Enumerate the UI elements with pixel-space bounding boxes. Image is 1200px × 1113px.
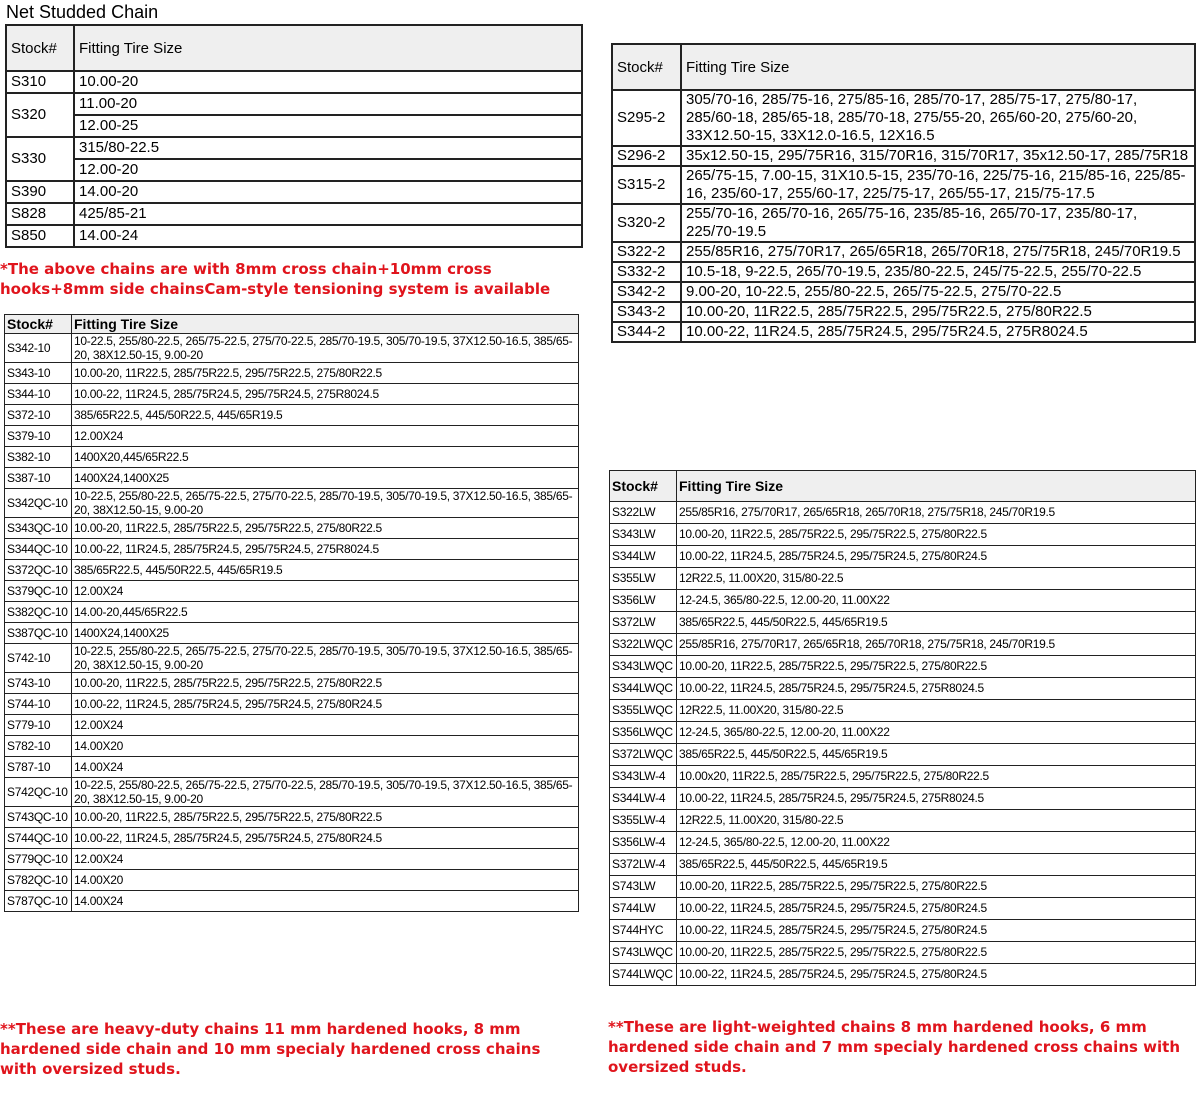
table-row (610, 634, 1196, 656)
table-row (5, 539, 579, 560)
size-cell: 10.00-20, 11R22.5, 285/75R22.5, 295/75R22.5, 275/80R22.5 (72, 673, 579, 694)
stock-cell: S744HYC (610, 920, 677, 942)
size-cell: 1400X20,445/65R22.5 (72, 447, 579, 468)
size-cell: 10.00-22, 11R24.5, 285/75R24.5, 295/75R24.5, 275R8024.5 (681, 322, 1195, 342)
stock-cell: S782-10 (5, 736, 72, 757)
stock-cell: S322LWQC (610, 634, 677, 656)
stock-cell: S743-10 (5, 673, 72, 694)
stock-cell: S372LWQC (610, 744, 677, 766)
table-row (5, 715, 579, 736)
table-row (610, 766, 1196, 788)
table-row (610, 568, 1196, 590)
table-row (610, 722, 1196, 744)
size-cell: 10.00-20, 11R22.5, 285/75R22.5, 295/75R22.5, 275/80R22.5 (681, 302, 1195, 322)
table-row (5, 891, 579, 912)
size-cell: 35x12.50-15, 295/75R16, 315/70R16, 315/70R17, 35x12.50-17, 285/75R18 (681, 146, 1195, 166)
table-header-row (612, 44, 1195, 90)
table-row (612, 146, 1195, 166)
stock-cell: S343-2 (612, 302, 681, 322)
stock-cell: S387-10 (5, 468, 72, 489)
table-row (5, 334, 579, 363)
table-row (610, 942, 1196, 964)
stock-cell: S342QC-10 (5, 489, 72, 518)
size-cell: 10.00-22, 11R24.5, 285/75R24.5, 295/75R24.5, 275/80R24.5 (677, 964, 1196, 986)
stock-cell: S343LW (610, 524, 677, 546)
size-cell: 10.00-22, 11R24.5, 285/75R24.5, 295/75R24.5, 275R8024.5 (72, 384, 579, 405)
size-cell: 14.00-20 (74, 181, 582, 203)
stock-cell: S344LWQC (610, 678, 677, 700)
table-row (6, 115, 582, 137)
table-row (610, 744, 1196, 766)
size-header: Fitting Tire Size (74, 25, 582, 71)
stock-cell: S744QC-10 (5, 828, 72, 849)
suv-chain-table (611, 43, 1196, 343)
stock-cell: S320-2 (612, 204, 681, 242)
stock-cell: S744-10 (5, 694, 72, 715)
stock-cell: S382-10 (5, 447, 72, 468)
stock-cell: S342-10 (5, 334, 72, 363)
table-row (612, 204, 1195, 242)
table-header-row (610, 471, 1196, 502)
table-row (610, 524, 1196, 546)
table-row (5, 405, 579, 426)
stock-cell: S356LWQC (610, 722, 677, 744)
stock-cell: S372-10 (5, 405, 72, 426)
size-cell: 10.00-20, 11R22.5, 285/75R22.5, 295/75R22.5, 275/80R22.5 (72, 807, 579, 828)
table-row (612, 282, 1195, 302)
size-cell: 10.00-22, 11R24.5, 285/75R24.5, 295/75R24.5, 275/80R24.5 (677, 546, 1196, 568)
table-row (5, 644, 579, 673)
size-cell: 10.5-18, 9-22.5, 265/70-19.5, 235/80-22.5, 245/75-22.5, 255/70-22.5 (681, 262, 1195, 282)
table-row (5, 828, 579, 849)
table-header-row (5, 315, 579, 334)
table-row (5, 602, 579, 623)
table-row (610, 656, 1196, 678)
table-row (6, 137, 582, 159)
table-row (610, 502, 1196, 524)
size-cell: 255/85R16, 275/70R17, 265/65R18, 265/70R18, 275/75R18, 245/70R19.5 (677, 502, 1196, 524)
heavy-duty-chain-table (4, 314, 579, 912)
table-row (5, 736, 579, 757)
table-row (5, 623, 579, 644)
table-row (610, 876, 1196, 898)
stock-cell: S787QC-10 (5, 891, 72, 912)
size-cell: 12.00X24 (72, 849, 579, 870)
stock-cell: S372LW-4 (610, 854, 677, 876)
size-cell: 10.00-20, 11R22.5, 285/75R22.5, 295/75R22.5, 275/80R22.5 (677, 524, 1196, 546)
size-cell: 11.00-20 (74, 93, 582, 115)
size-header: Fitting Tire Size (677, 471, 1196, 502)
size-cell: 255/85R16, 275/70R17, 265/65R18, 265/70R18, 275/75R18, 245/70R19.5 (677, 634, 1196, 656)
stock-cell: S322-2 (612, 242, 681, 262)
size-cell: 10.00-22, 11R24.5, 285/75R24.5, 295/75R24.5, 275R8024.5 (677, 678, 1196, 700)
stock-cell: S343LWQC (610, 656, 677, 678)
size-cell: 255/70-16, 265/70-16, 265/75-16, 235/85-16, 265/70-17, 235/80-17, 225/70-19.5 (681, 204, 1195, 242)
stock-cell: S332-2 (612, 262, 681, 282)
size-cell: 385/65R22.5, 445/50R22.5, 445/65R19.5 (72, 560, 579, 581)
size-cell: 12.00X24 (72, 715, 579, 736)
table-header-row (6, 25, 582, 71)
size-cell: 385/65R22.5, 445/50R22.5, 445/65R19.5 (677, 612, 1196, 634)
stock-cell: S343LW-4 (610, 766, 677, 788)
size-cell: 14.00X24 (72, 757, 579, 778)
table-row (5, 581, 579, 602)
table-row (610, 788, 1196, 810)
size-cell: 10-22.5, 255/80-22.5, 265/75-22.5, 275/70-22.5, 285/70-19.5, 305/70-19.5, 37X12.50-16.5, 385/65-20, 38X12.50-15, 9.00-20 (72, 489, 579, 518)
stock-cell: S355LW (610, 568, 677, 590)
stock-cell: S342-2 (612, 282, 681, 302)
stock-cell: S330 (6, 137, 74, 181)
size-cell: 10-22.5, 255/80-22.5, 265/75-22.5, 275/70-22.5, 285/70-19.5, 305/70-19.5, 37X12.50-16.5, 385/65-20, 38X12.50-15, 9.00-20 (72, 778, 579, 807)
table-row (5, 426, 579, 447)
size-cell: 425/85-21 (74, 203, 582, 225)
stock-cell: S779QC-10 (5, 849, 72, 870)
table-row (5, 757, 579, 778)
stock-cell: S850 (6, 225, 74, 247)
size-cell: 9.00-20, 10-22.5, 255/80-22.5, 265/75-22.5, 275/70-22.5 (681, 282, 1195, 302)
size-cell: 12R22.5, 11.00X20, 315/80-22.5 (677, 568, 1196, 590)
note-heavy-duty: **These are heavy-duty chains 11 mm hardened hooks, 8 mm hardened side chain and 10 mm specialy hardened cross chains with oversized studs. (0, 1020, 541, 1078)
stock-header: Stock# (6, 25, 74, 71)
table-row (6, 203, 582, 225)
stock-cell: S744LW (610, 898, 677, 920)
table-row (5, 778, 579, 807)
stock-cell: S379QC-10 (5, 581, 72, 602)
stock-header: Stock# (612, 44, 681, 90)
stock-cell: S356LW (610, 590, 677, 612)
size-cell: 385/65R22.5, 445/50R22.5, 445/65R19.5 (72, 405, 579, 426)
size-cell: 10.00-22, 11R24.5, 285/75R24.5, 295/75R24.5, 275R8024.5 (677, 788, 1196, 810)
table-row (5, 468, 579, 489)
table-row (6, 225, 582, 247)
stock-cell: S372QC-10 (5, 560, 72, 581)
size-cell: 385/65R22.5, 445/50R22.5, 445/65R19.5 (677, 744, 1196, 766)
table-row (610, 854, 1196, 876)
stock-cell: S382QC-10 (5, 602, 72, 623)
table-row (610, 810, 1196, 832)
stock-cell: S296-2 (612, 146, 681, 166)
size-cell: 1400X24,1400X25 (72, 468, 579, 489)
table-row (5, 807, 579, 828)
stock-cell: S295-2 (612, 90, 681, 146)
stock-cell: S387QC-10 (5, 623, 72, 644)
size-cell: 12-24.5, 365/80-22.5, 12.00-20, 11.00X22 (677, 722, 1196, 744)
size-cell: 305/70-16, 285/75-16, 275/85-16, 285/70-17, 285/75-17, 275/80-17, 285/60-18, 285/65-18, 285/70-18, 275/55-20, 265/60-20, 275/60-20, 33X12.50-15, 33X12.0-16.5, 12X16.5 (681, 90, 1195, 146)
note-light-weight: **These are light-weighted chains 8 mm hardened hooks, 6 mm hardened side chain and 7 mm specialy hardened cross chains with oversized studs. (608, 1018, 1180, 1076)
size-cell: 12-24.5, 365/80-22.5, 12.00-20, 11.00X22 (677, 832, 1196, 854)
stock-header: Stock# (5, 315, 72, 334)
stock-cell: S343QC-10 (5, 518, 72, 539)
size-cell: 10.00-22, 11R24.5, 285/75R24.5, 295/75R24.5, 275/80R24.5 (72, 694, 579, 715)
table-row (610, 898, 1196, 920)
table-row (610, 678, 1196, 700)
table-row (5, 560, 579, 581)
stock-cell: S315-2 (612, 166, 681, 204)
table-row (6, 93, 582, 115)
stock-cell: S344-2 (612, 322, 681, 342)
size-header: Fitting Tire Size (72, 315, 579, 334)
size-cell: 10-22.5, 255/80-22.5, 265/75-22.5, 275/70-22.5, 285/70-19.5, 305/70-19.5, 37X12.50-16.5, 385/65-20, 38X12.50-15, 9.00-20 (72, 644, 579, 673)
stock-cell: S310 (6, 71, 74, 93)
table-row (610, 920, 1196, 942)
table-row (610, 590, 1196, 612)
size-cell: 14.00X20 (72, 736, 579, 757)
size-cell: 10.00-20, 11R22.5, 285/75R22.5, 295/75R22.5, 275/80R22.5 (72, 518, 579, 539)
net-studded-chain-table (5, 24, 583, 248)
stock-cell: S343-10 (5, 363, 72, 384)
light-weight-chain-table (609, 470, 1196, 986)
table-row (5, 489, 579, 518)
size-cell: 10.00-20, 11R22.5, 285/75R22.5, 295/75R22.5, 275/80R22.5 (677, 876, 1196, 898)
table-row (610, 546, 1196, 568)
size-header: Fitting Tire Size (681, 44, 1195, 90)
table-row (5, 849, 579, 870)
stock-cell: S787-10 (5, 757, 72, 778)
stock-cell: S379-10 (5, 426, 72, 447)
stock-cell: S356LW-4 (610, 832, 677, 854)
stock-cell: S779-10 (5, 715, 72, 736)
stock-cell: S322LW (610, 502, 677, 524)
size-cell: 265/75-15, 7.00-15, 31X10.5-15, 235/70-16, 225/75-16, 215/85-16, 225/85-16, 235/60-17, 255/60-17, 225/75-17, 265/55-17, 215/75-17.5 (681, 166, 1195, 204)
size-cell: 255/85R16, 275/70R17, 265/65R18, 265/70R18, 275/75R18, 245/70R19.5 (681, 242, 1195, 262)
stock-cell: S344-10 (5, 384, 72, 405)
note-standard-chains: *The above chains are with 8mm cross chain+10mm cross hooks+8mm side chainsCam-style tensioning system is available (0, 260, 551, 298)
size-cell: 10-22.5, 255/80-22.5, 265/75-22.5, 275/70-22.5, 285/70-19.5, 305/70-19.5, 37X12.50-16.5, 385/65-20, 38X12.50-15, 9.00-20 (72, 334, 579, 363)
size-cell: 10.00-22, 11R24.5, 285/75R24.5, 295/75R24.5, 275/80R24.5 (677, 920, 1196, 942)
size-cell: 385/65R22.5, 445/50R22.5, 445/65R19.5 (677, 854, 1196, 876)
stock-cell: S742QC-10 (5, 778, 72, 807)
stock-cell: S782QC-10 (5, 870, 72, 891)
stock-cell: S344LW-4 (610, 788, 677, 810)
size-cell: 12-24.5, 365/80-22.5, 12.00-20, 11.00X22 (677, 590, 1196, 612)
stock-cell: S344QC-10 (5, 539, 72, 560)
size-cell: 12R22.5, 11.00X20, 315/80-22.5 (677, 700, 1196, 722)
size-cell: 12.00-25 (74, 115, 582, 137)
table-row (612, 322, 1195, 342)
size-cell: 10.00-20, 11R22.5, 285/75R22.5, 295/75R22.5, 275/80R22.5 (72, 363, 579, 384)
size-cell: 10.00-22, 11R24.5, 285/75R24.5, 295/75R24.5, 275/80R24.5 (72, 828, 579, 849)
stock-cell: S390 (6, 181, 74, 203)
table-row (612, 166, 1195, 204)
table-row (5, 384, 579, 405)
stock-cell: S344LW (610, 546, 677, 568)
table-row (5, 518, 579, 539)
stock-header: Stock# (610, 471, 677, 502)
stock-cell: S744LWQC (610, 964, 677, 986)
size-cell: 10.00-20, 11R22.5, 285/75R22.5, 295/75R22.5, 275/80R22.5 (677, 656, 1196, 678)
stock-cell: S372LW (610, 612, 677, 634)
size-cell: 10.00-20, 11R22.5, 285/75R22.5, 295/75R22.5, 275/80R22.5 (677, 942, 1196, 964)
table-row (6, 71, 582, 93)
size-cell: 12R22.5, 11.00X20, 315/80-22.5 (677, 810, 1196, 832)
page-title: Net Studded Chain (6, 2, 159, 22)
size-cell: 14.00-24 (74, 225, 582, 247)
size-cell: 14.00X24 (72, 891, 579, 912)
table-row (612, 302, 1195, 322)
size-cell: 1400X24,1400X25 (72, 623, 579, 644)
table-row (610, 700, 1196, 722)
size-cell: 14.00-20,445/65R22.5 (72, 602, 579, 623)
table-row (5, 870, 579, 891)
size-cell: 10.00-20 (74, 71, 582, 93)
table-row (612, 262, 1195, 282)
size-cell: 315/80-22.5 (74, 137, 582, 159)
table-row (610, 964, 1196, 986)
stock-cell: S320 (6, 93, 74, 137)
size-cell: 10.00x20, 11R22.5, 285/75R22.5, 295/75R22.5, 275/80R22.5 (677, 766, 1196, 788)
stock-cell: S742-10 (5, 644, 72, 673)
size-cell: 10.00-22, 11R24.5, 285/75R24.5, 295/75R24.5, 275/80R24.5 (677, 898, 1196, 920)
size-cell: 12.00-20 (74, 159, 582, 181)
table-row (610, 612, 1196, 634)
stock-cell: S743LWQC (610, 942, 677, 964)
table-row (5, 447, 579, 468)
table-row (5, 673, 579, 694)
table-row (5, 363, 579, 384)
size-cell: 14.00X20 (72, 870, 579, 891)
size-cell: 10.00-22, 11R24.5, 285/75R24.5, 295/75R24.5, 275R8024.5 (72, 539, 579, 560)
table-row (610, 832, 1196, 854)
table-row (612, 242, 1195, 262)
stock-cell: S828 (6, 203, 74, 225)
stock-cell: S743LW (610, 876, 677, 898)
table-row (5, 694, 579, 715)
stock-cell: S355LWQC (610, 700, 677, 722)
stock-cell: S355LW-4 (610, 810, 677, 832)
size-cell: 12.00X24 (72, 426, 579, 447)
stock-cell: S743QC-10 (5, 807, 72, 828)
table-row (6, 181, 582, 203)
table-row (6, 159, 582, 181)
size-cell: 12.00X24 (72, 581, 579, 602)
table-row (612, 90, 1195, 146)
